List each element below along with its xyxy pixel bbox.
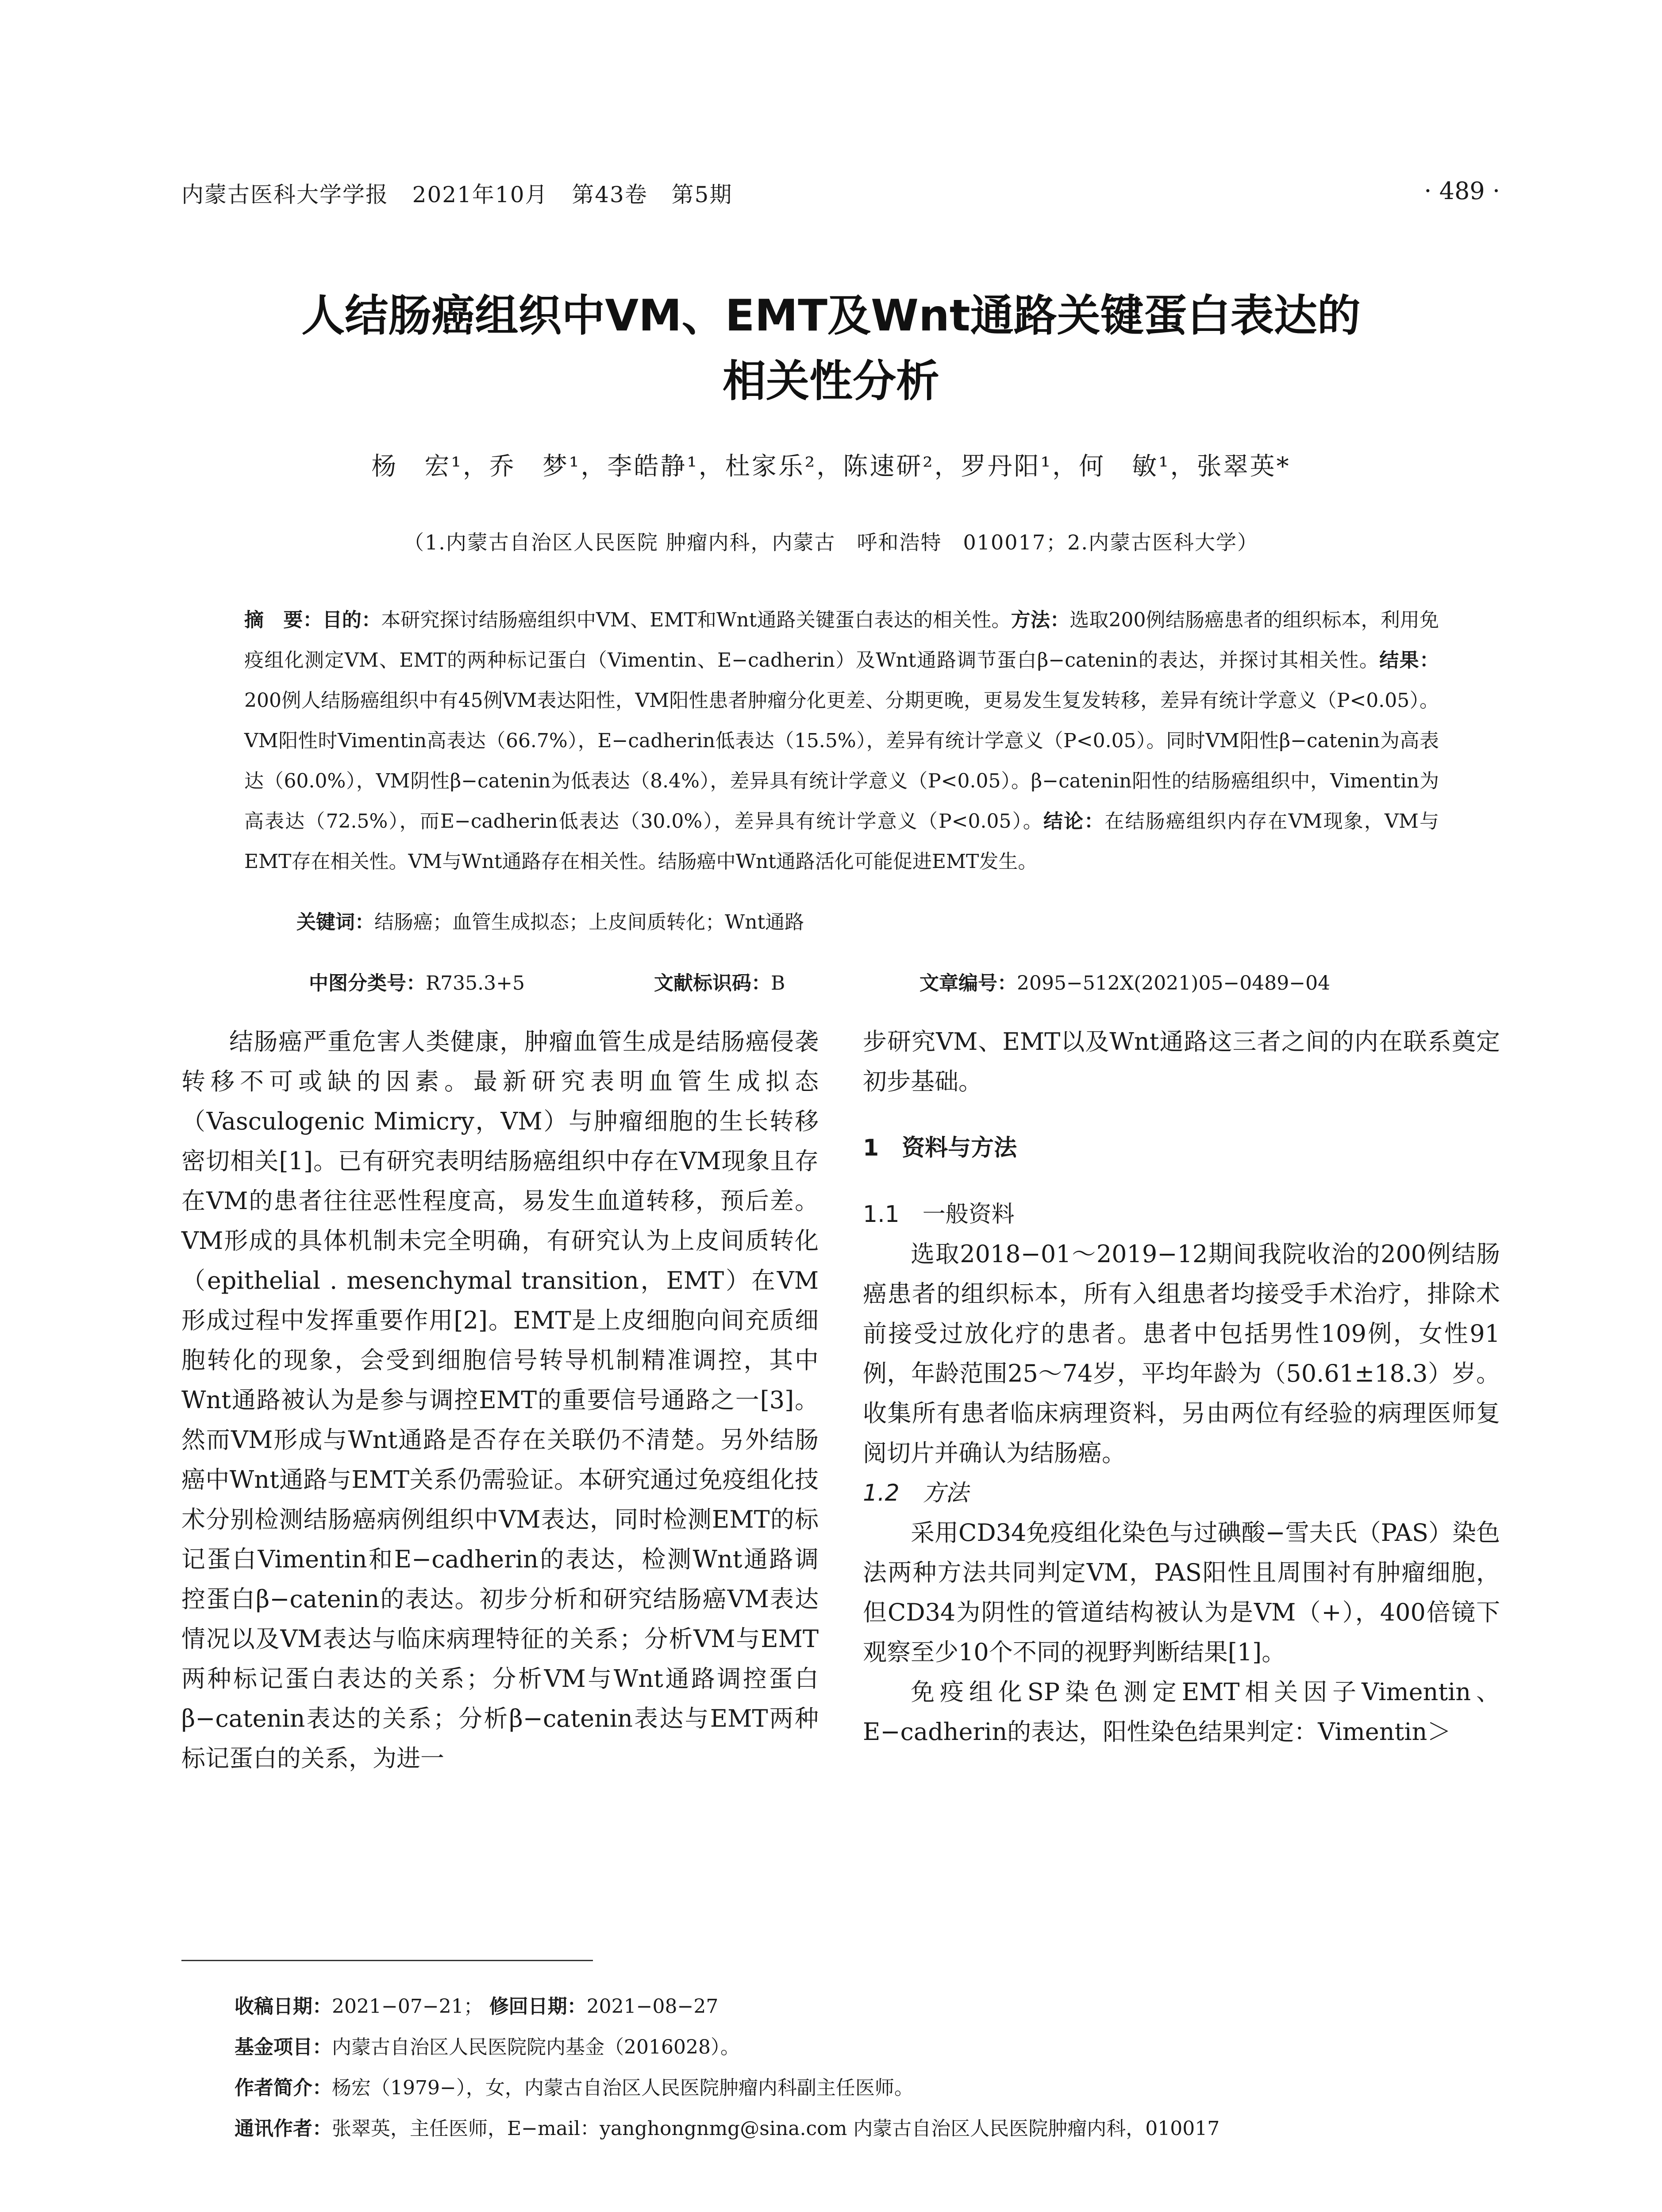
- fund-text: 内蒙古自治区人民医院院内基金（2016028）。: [332, 2036, 740, 2058]
- title-line-2: 相关性分析: [722, 356, 939, 407]
- clc-label: 中图分类号：: [308, 972, 426, 995]
- method-paragraph-1: 采用CD34免疫组化染色与过碘酸−雪夫氏（PAS）染色法两种方法共同判定VM，PAS阳性且周围衬有肿瘤细胞，但CD34为阴性的管道结构被认为是VM（+），400倍镜下观察至少10个不同的视野判断结果[1]。: [863, 1519, 1500, 1666]
- method-label: 方法：: [1011, 609, 1070, 631]
- body-left-column: [181, 1022, 819, 1778]
- abstract: [244, 600, 1439, 882]
- body-right-column: [863, 1022, 1500, 1752]
- affiliation: （1.内蒙古自治区人民医院 肿瘤内科，内蒙古 呼和浩特 010017；2.内蒙古医科大学）: [404, 530, 1258, 554]
- received-label: 收稿日期：: [235, 1995, 332, 2018]
- general-data-paragraph: 选取2018−01～2019−12期间我院收治的200例结肠癌患者的组织标本，所有入组患者均接受手术治疗，排除术前接受过放化疗的患者。患者中包括男性109例，女性91例，年龄范围25～74岁，平均年龄为（50.61±18.3）岁。收集所有患者临床病理资料，另由两位有经验的病理医师复阅切片并确认为结肠癌。: [863, 1240, 1500, 1467]
- footnotes: [235, 1986, 1220, 2149]
- keywords: [296, 906, 804, 934]
- result-text: 200例人结肠癌组织中有45例VM表达阳性，VM阳性患者肿瘤分化更差、分期更晚，更易发生复发转移，差异有统计学意义（P<0.05）。VM阳性时Vimentin高表达（66.7%），E−cadherin低表达（15.5%），差异有统计学意义（P<0.05）。同时VM阳性β−catenin为高表达（60.0%），VM阴性β−catenin为低表达（8.4%），差异具有统计学意义（P<0.05）。β−catenin阳性的结肠癌组织中，Vimentin为高表达（72.5%），而E−cadherin低表达（30.0%），差异具有统计学意义（P<0.05）。: [244, 689, 1439, 833]
- conclusion-text: 在结肠癌组织内存在VM现象，VM与EMT存在相关性。VM与Wnt通路存在相关性。结肠癌中Wnt通路活化可能促进EMT发生。: [244, 810, 1439, 873]
- corresponding-note: [235, 2108, 1220, 2149]
- keywords-text: 结肠癌；血管生成拟态；上皮间质转化；Wnt通路: [374, 911, 804, 933]
- method-paragraph-2: 免疫组化SP染色测定EMT相关因子Vimentin、E−cadherin的表达，阳性染色结果判定：Vimentin＞: [863, 1678, 1500, 1746]
- clc-code: R735.3+5: [425, 972, 525, 995]
- fund-note: [235, 2027, 1220, 2068]
- running-header: 内蒙古医科大学学报 2021年10月 第43卷 第5期: [181, 182, 733, 207]
- subsection-heading-1-1: 1.1 一般资料: [863, 1201, 1015, 1228]
- author-list: 杨 宏¹，乔 梦¹，李皓静¹，杜家乐²，陈速研²，罗丹阳¹，何 敏¹，张翠英*: [371, 452, 1291, 481]
- revised-label: 修回日期：: [489, 1995, 587, 2018]
- title-line-1: 人结肠癌组织中VM、EMT及Wnt通路关键蛋白表达的: [301, 291, 1361, 341]
- dates-note: [235, 1986, 1220, 2027]
- corresponding-text: 张翠英，主任医师，E−mail：yanghongnmg@sina.com 内蒙古自治区人民医院肿瘤内科，010017: [332, 2117, 1220, 2140]
- aim-label: 目的：: [322, 609, 381, 631]
- revised-date: 2021−08−27: [586, 1995, 719, 2018]
- keywords-label: 关键词：: [296, 911, 374, 933]
- author-bio-text: 杨宏（1979−），女，内蒙古自治区人民医院肿瘤内科副主任医师。: [332, 2077, 914, 2099]
- author-note: [235, 2068, 1220, 2108]
- corresponding-label: 通讯作者：: [235, 2117, 332, 2140]
- doc-code-label: 文献标识码：: [654, 972, 771, 995]
- subsection-heading-1-2: 1.2 方法: [863, 1480, 969, 1506]
- received-date: 2021−07−21；: [332, 1995, 483, 2018]
- conclusion-label: 结论：: [1043, 810, 1105, 833]
- aim-text: 本研究探讨结肠癌组织中VM、EMT和Wnt通路关键蛋白表达的相关性。: [381, 609, 1011, 631]
- doc-code: B: [770, 972, 785, 995]
- section-heading-1: 1 资料与方法: [863, 1135, 1017, 1161]
- footnote-divider: [181, 1960, 593, 1961]
- intro-paragraph: 结肠癌严重危害人类健康，肿瘤血管生成是结肠癌侵袭转移不可或缺的因素。最新研究表明血管生成拟态（Vasculogenic Mimicry，VM）与肿瘤细胞的生长转移密切相关[1]。已有研究表明结肠癌组织中存在VM现象且存在VM的患者往往恶性程度高，易发生血道转移，预后差。VM形成的具体机制未完全明确，有研究认为上皮间质转化（epithelial . mesenchymal transition，EMT）在VM形成过程中发挥重要作用[2]。EMT是上皮细胞向间充质细胞转化的现象，会受到细胞信号转导机制精准调控，其中Wnt通路被认为是参与调控EMT的重要信号通路之一[3]。然而VM形成与Wnt通路是否存在关联仍不清楚。另外结肠癌中Wnt通路与EMT关系仍需验证。本研究通过免疫组化技术分别检测结肠癌病例组织中VM表达，同时检测EMT的标记蛋白Vimentin和E−cadherin的表达，检测Wnt通路调控蛋白β−catenin的表达。初步分析和研究结肠癌VM表达情况以及VM表达与临床病理特征的关系；分析VM与EMT两种标记蛋白表达的关系；分析VM与Wnt通路调控蛋白β−catenin表达的关系；分析β−catenin表达与EMT两种标记蛋白的关系，为进一: [181, 1028, 819, 1772]
- intro-paragraph-continued: 步研究VM、EMT以及Wnt通路这三者之间的内在联系奠定初步基础。: [863, 1028, 1500, 1095]
- method-text: 选取200例结肠癌患者的组织标本，利用免疫组化测定VM、EMT的两种标记蛋白（Vimentin、E−cadherin）及Wnt通路调节蛋白β−catenin的表达，并探讨其相关性。: [244, 609, 1439, 672]
- page-number: · 489 ·: [1424, 177, 1500, 205]
- classification-line: [296, 945, 1330, 995]
- author-bio-label: 作者简介：: [235, 2077, 332, 2099]
- article-number-label: 文章编号：: [919, 972, 1017, 995]
- article-title: [0, 283, 1662, 414]
- article-number: 2095−512X(2021)05−0489−04: [1016, 972, 1331, 995]
- abstract-label: 摘 要：: [244, 609, 323, 631]
- fund-label: 基金项目：: [235, 2036, 332, 2058]
- result-label: 结果：: [1379, 649, 1439, 672]
